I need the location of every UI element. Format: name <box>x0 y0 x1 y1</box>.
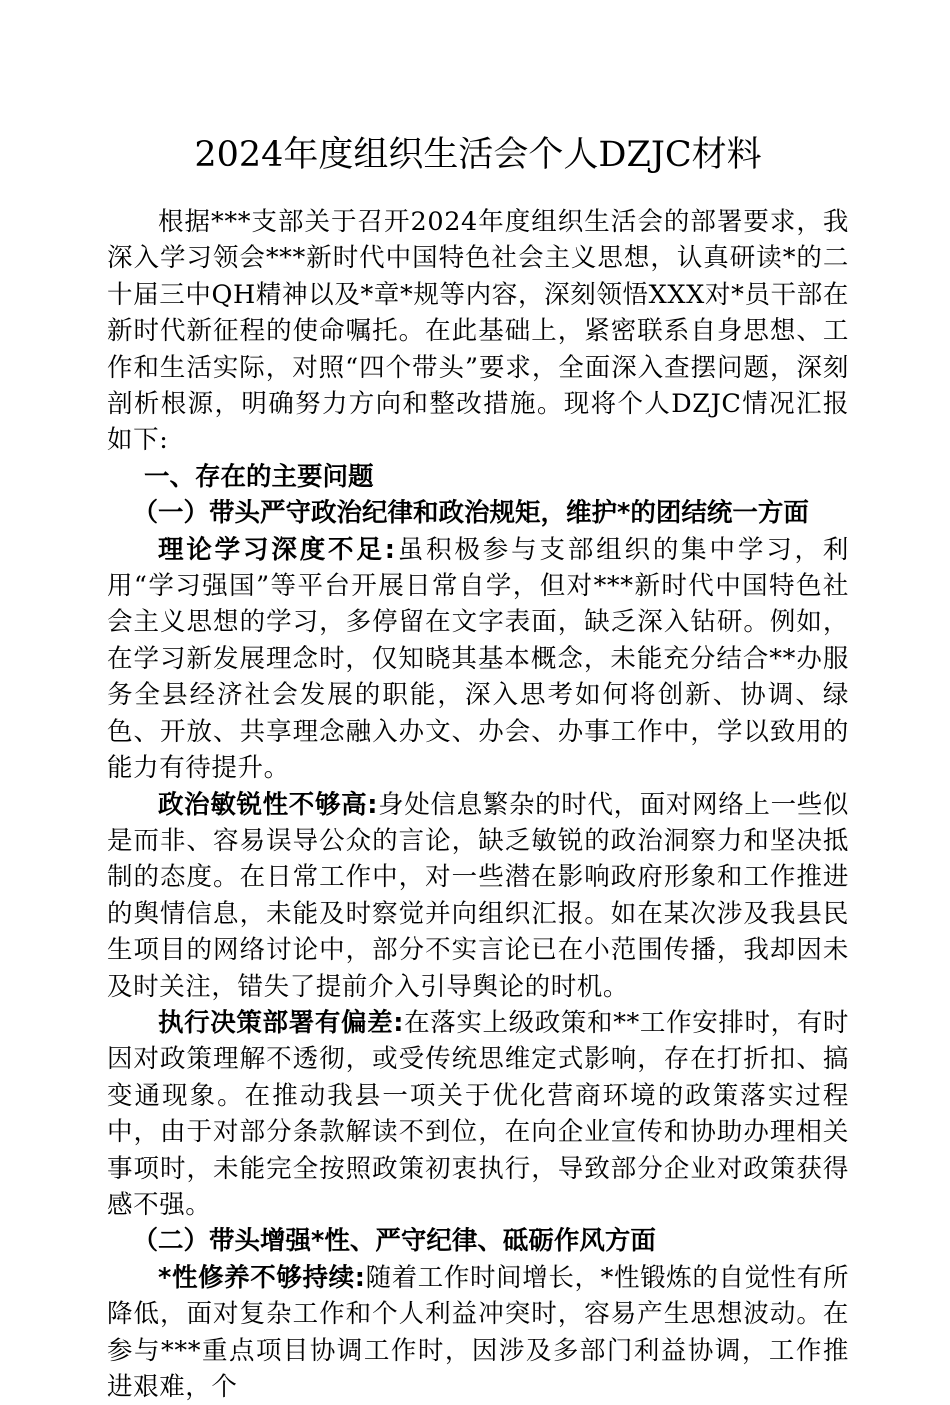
paragraph-body: 虽积极参与支部组织的集中学习，利用“学习强国”等平台开展日常自学，但对***新时代中国特色社会主义思想的学习，多停留在文字表面，缺乏深入钻研。例如，在学习新发展理念时，仅知晓其基本概念，未能充分结合**办服务全县经济社会发展的职能，深入思考如何将创新、协调、绿色、开放、共享理念融入办文、办会、办事工作中，学以致用的能力有待提升。 <box>107 534 849 784</box>
paragraph-lead: *性修养不够持续: <box>158 1262 366 1293</box>
intro-paragraph: 根据***支部关于召开2024年度组织生活会的部署要求，我深入学习领会***新时代中国特色社会主义思想，认真研读*的二十届三中QH精神以及*章*规等内容，深刻领悟XXX对*员干部在新时代新征程的使命嘱托。在此基础上，紧密联系自身思想、工作和生活实际，对照“四个带头”要求，全面深入查摆问题，深刻剖析根源，明确努力方向和整改措施。现将个人DZJC情况汇报如下: <box>107 207 849 456</box>
paragraph-lead: 理论学习深度不足: <box>158 534 396 565</box>
section-heading-problems: 一、存在的主要问题 <box>143 461 374 492</box>
paragraph-body: 随着工作时间增长，*性锻炼的自觉性有所降低，面对复杂工作和个人利益冲突时，容易产生思想波动。在参与***重点项目协调工作时，因涉及多部门利益协调，工作推进艰难，个 <box>107 1262 849 1402</box>
subsection-heading-political-discipline: （一）带头严守政治纪律和政治规矩，维护*的团结统一方面 <box>132 498 809 529</box>
paragraph-body: 身处信息繁杂的时代，面对网络上一些似是而非、容易误导公众的言论，缺乏敏锐的政治洞察力和坚决抵制的态度。在日常工作中，对一些潜在影响政府形象和工作推进的舆情信息，未能及时察觉并向组织汇报。如在某次涉及我县民生项目的网络讨论中，部分不实言论已在小范围传播，我却因未及时关注，错失了提前介入引导舆论的时机。 <box>107 789 849 1002</box>
paragraph-party-cultivation <box>107 1260 849 1405</box>
document-page <box>107 128 849 1405</box>
paragraph-lead: 执行决策部署有偏差: <box>158 1007 405 1038</box>
paragraph-policy-execution <box>107 1005 849 1223</box>
paragraph-lead: 政治敏锐性不够高: <box>158 789 379 820</box>
subsection-heading-party-spirit: （二）带头增强*性、严守纪律、砥砺作风方面 <box>132 1226 656 1257</box>
document-title: 2024年度组织生活会个人DZJC材料 <box>194 135 762 175</box>
paragraph-body: 在落实上级政策和**工作安排时，有时因对政策理解不透彻，或受传统思维定式影响，存在打折扣、搞变通现象。在推动我县一项关于优化营商环境的政策落实过程中，由于对部分条款解读不到位，在向企业宣传和协助办理相关事项时，未能完全按照政策初衷执行，导致部分企业对政策获得感不强。 <box>107 1007 849 1220</box>
paragraph-political-sensitivity <box>107 787 849 1005</box>
paragraph-theory-study <box>107 532 849 787</box>
